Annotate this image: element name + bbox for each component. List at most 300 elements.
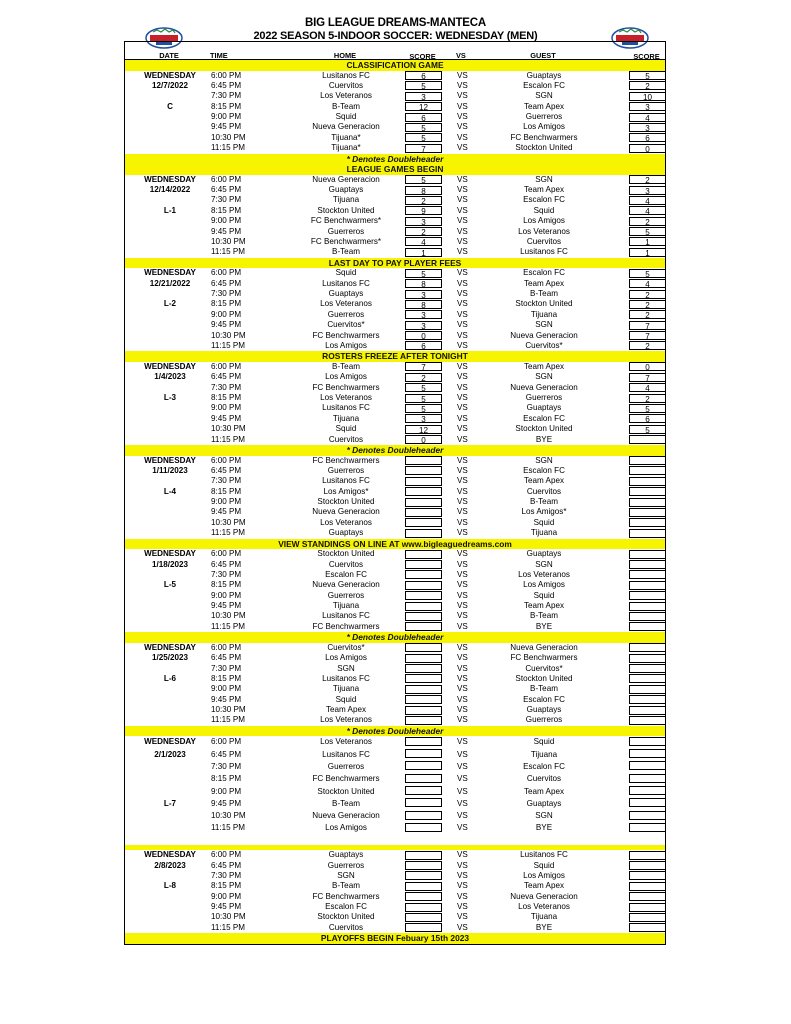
time-cell: 10:30 PM (211, 424, 246, 434)
guest-score-box (629, 706, 666, 715)
time-cell: 6:00 PM (211, 268, 242, 278)
game-row (125, 466, 665, 476)
time-cell: 6:45 PM (211, 860, 242, 870)
home-team-cell: Squid (335, 112, 357, 122)
guest-score-box: 3 (629, 186, 666, 195)
home-score-box: 5 (405, 383, 442, 392)
home-team-cell: Guerreros (327, 761, 365, 771)
guest-score-box (629, 798, 666, 807)
vs-cell: VS (457, 247, 468, 257)
vs-cell: VS (457, 642, 468, 652)
time-cell: 10:30 PM (211, 705, 246, 715)
guest-team-cell: Los Veteranos (518, 569, 570, 579)
vs-cell: VS (457, 590, 468, 600)
guest-team-cell: Los Amigos (523, 216, 565, 226)
home-score-box (405, 882, 442, 891)
game-row (125, 331, 665, 341)
banner-row: * Denotes Doubleheader (125, 726, 665, 737)
guest-score-box: 2 (629, 175, 666, 184)
col-header-home-score: SCORE (409, 51, 436, 61)
time-cell: 9:00 PM (211, 216, 242, 226)
time-cell: 7:30 PM (211, 569, 242, 579)
date-cell: WEDNESDAY (144, 455, 196, 465)
home-score-box (405, 923, 442, 932)
guest-team-cell: Los Veteranos (518, 226, 570, 236)
home-team-cell: FC Benchwarmers (312, 330, 380, 340)
game-row (125, 456, 665, 466)
home-score-box (405, 851, 442, 860)
vs-cell: VS (457, 278, 468, 288)
home-team-cell: Los Amigos (325, 340, 367, 350)
time-cell: 8:15 PM (211, 580, 242, 590)
game-row (125, 871, 665, 881)
home-score-box: 3 (405, 414, 442, 423)
vs-cell: VS (457, 320, 468, 330)
time-cell: 9:00 PM (211, 684, 242, 694)
guest-score-box (629, 674, 666, 683)
guest-team-cell: Stockton United (515, 299, 573, 309)
vs-cell: VS (457, 143, 468, 153)
guest-team-cell: Tijuana (530, 912, 558, 922)
time-cell: 11:15 PM (211, 621, 246, 631)
time-cell: 10:30 PM (211, 330, 246, 340)
game-row (125, 507, 665, 517)
time-cell: 8:15 PM (211, 205, 242, 215)
home-team-cell: Nueva Generacion (312, 811, 380, 821)
vs-cell: VS (457, 340, 468, 350)
guest-team-cell: Los Amigos (523, 870, 565, 880)
guest-score-box: 7 (629, 373, 666, 382)
game-row (125, 185, 665, 195)
home-team-cell: FC Benchwarmers (312, 621, 380, 631)
home-team-cell: Lusitanos FC (322, 611, 370, 621)
guest-score-box: 5 (629, 269, 666, 278)
game-row (125, 749, 665, 761)
home-team-cell: Tijuana (332, 195, 360, 205)
time-cell: 6:00 PM (211, 737, 242, 747)
guest-team-cell: FC Benchwarmers (510, 653, 578, 663)
time-cell: 11:15 PM (211, 823, 246, 833)
guest-score-box (629, 861, 666, 870)
home-team-cell: Guerreros (327, 465, 365, 475)
game-row (125, 892, 665, 902)
date-cell: L-4 (163, 486, 177, 496)
time-cell: 6:00 PM (211, 174, 242, 184)
time-cell: 9:00 PM (211, 497, 242, 507)
home-score-box: 2 (405, 196, 442, 205)
guest-score-box: 2 (629, 300, 666, 309)
time-cell: 6:00 PM (211, 549, 242, 559)
guest-score-box (629, 923, 666, 932)
vs-cell: VS (457, 361, 468, 371)
time-cell: 7:30 PM (211, 870, 242, 880)
guest-team-cell: Squid (533, 737, 555, 747)
time-cell: 8:15 PM (211, 673, 242, 683)
guest-team-cell: Team Apex (523, 101, 565, 111)
home-score-box: 12 (405, 102, 442, 111)
game-row (125, 310, 665, 320)
vs-cell: VS (457, 798, 468, 808)
home-team-cell: Cuervitos (328, 922, 364, 932)
guest-team-cell: Los Amigos (523, 122, 565, 132)
vs-cell: VS (457, 684, 468, 694)
home-team-cell: Guerreros (327, 860, 365, 870)
guest-team-cell: Los Veteranos (518, 902, 570, 912)
guest-score-box (629, 664, 666, 673)
guest-score-box: 7 (629, 331, 666, 340)
guest-score-box (629, 654, 666, 663)
guest-score-box: 4 (629, 196, 666, 205)
game-row (125, 383, 665, 393)
home-score-box (405, 892, 442, 901)
game-row (125, 133, 665, 143)
time-cell: 8:15 PM (211, 299, 242, 309)
home-score-box (405, 591, 442, 600)
guest-team-cell: Escalon FC (523, 80, 565, 90)
home-score-box (405, 749, 442, 758)
home-team-cell: Los Veteranos (320, 393, 372, 403)
home-score-box (405, 622, 442, 631)
guest-score-box: 5 (629, 404, 666, 413)
home-team-cell: Tijuana (332, 601, 360, 611)
home-score-box: 8 (405, 279, 442, 288)
game-row (125, 216, 665, 226)
guest-score-box (629, 871, 666, 880)
time-cell: 8:15 PM (211, 393, 242, 403)
home-score-box: 12 (405, 425, 442, 434)
guest-team-cell: Stockton United (515, 424, 573, 434)
guest-team-cell: Team Apex (523, 601, 565, 611)
home-team-cell: Squid (335, 694, 357, 704)
schedule-table (124, 59, 666, 945)
home-team-cell: FC Benchwarmers* (310, 236, 382, 246)
time-cell: 7:30 PM (211, 91, 242, 101)
guest-score-box: 2 (629, 341, 666, 350)
home-team-cell: Nueva Generacion (312, 174, 380, 184)
home-team-cell: Guaptays (328, 850, 364, 860)
home-score-box (405, 695, 442, 704)
time-cell: 6:00 PM (211, 361, 242, 371)
home-score-box: 5 (405, 133, 442, 142)
guest-score-box (629, 903, 666, 912)
vs-cell: VS (457, 774, 468, 784)
guest-team-cell: Guaptays (526, 798, 562, 808)
vs-cell: VS (457, 205, 468, 215)
date-cell: L-1 (163, 205, 177, 215)
guest-score-box: 2 (629, 290, 666, 299)
vs-cell: VS (457, 465, 468, 475)
time-cell: 8:15 PM (211, 101, 242, 111)
game-row (125, 715, 665, 725)
home-score-box: 1 (405, 248, 442, 257)
home-score-box (405, 570, 442, 579)
time-cell: 10:30 PM (211, 517, 246, 527)
guest-score-box (629, 786, 666, 795)
home-team-cell: Guerreros (327, 226, 365, 236)
vs-cell: VS (457, 424, 468, 434)
game-row (125, 435, 665, 445)
vs-cell: VS (457, 132, 468, 142)
home-team-cell: Lusitanos FC (322, 749, 370, 759)
guest-team-cell: Team Apex (523, 278, 565, 288)
game-row (125, 227, 665, 237)
guest-team-cell: B-Team (530, 497, 558, 507)
time-cell: 9:45 PM (211, 902, 242, 912)
guest-score-box: 4 (629, 113, 666, 122)
date-cell: 1/11/2023 (152, 465, 188, 475)
time-cell: 10:30 PM (211, 132, 246, 142)
date-cell: WEDNESDAY (144, 361, 196, 371)
vs-cell: VS (457, 122, 468, 132)
guest-team-cell: FC Benchwarmers (510, 132, 578, 142)
game-row (125, 695, 665, 705)
vs-cell: VS (457, 517, 468, 527)
time-cell: 7:30 PM (211, 761, 242, 771)
home-team-cell: Guaptays (328, 289, 364, 299)
home-score-box (405, 774, 442, 783)
home-score-box (405, 466, 442, 475)
home-team-cell: Guerreros (327, 590, 365, 600)
vs-cell: VS (457, 507, 468, 517)
home-team-cell: Los Veteranos (320, 91, 372, 101)
guest-team-cell: Team Apex (523, 786, 565, 796)
guest-score-box: 7 (629, 321, 666, 330)
home-score-box: 8 (405, 300, 442, 309)
home-team-cell: Los Amigos (325, 372, 367, 382)
guest-score-box: 10 (629, 92, 666, 101)
game-row (125, 674, 665, 684)
home-score-box: 3 (405, 310, 442, 319)
time-cell: 6:45 PM (211, 465, 242, 475)
home-team-cell: Nueva Generacion (312, 580, 380, 590)
vs-cell: VS (457, 309, 468, 319)
time-cell: 8:15 PM (211, 774, 242, 784)
guest-team-cell: Nueva Generacion (510, 642, 578, 652)
game-row (125, 195, 665, 205)
time-cell: 7:30 PM (211, 195, 242, 205)
time-cell: 6:45 PM (211, 80, 242, 90)
game-row (125, 497, 665, 507)
vs-cell: VS (457, 912, 468, 922)
time-cell: 6:00 PM (211, 642, 242, 652)
banner-row: * Denotes Doubleheader (125, 632, 665, 643)
time-cell: 9:00 PM (211, 112, 242, 122)
guest-team-cell: Guaptays (526, 70, 562, 80)
guest-team-cell: Guaptays (526, 403, 562, 413)
game-row (125, 237, 665, 247)
guest-team-cell: Guaptays (526, 549, 562, 559)
vs-cell: VS (457, 393, 468, 403)
guest-score-box: 5 (629, 71, 666, 80)
home-team-cell: Lusitanos FC (322, 673, 370, 683)
time-cell: 9:00 PM (211, 891, 242, 901)
guest-score-box (629, 570, 666, 579)
guest-team-cell: SGN (535, 559, 553, 569)
home-score-box (405, 664, 442, 673)
home-score-box (405, 581, 442, 590)
vs-cell: VS (457, 91, 468, 101)
home-team-cell: Tijuana (332, 684, 360, 694)
game-row (125, 611, 665, 621)
page-subtitle: 2022 SEASON 5-INDOOR SOCCER: WEDNESDAY (MEN) (253, 30, 538, 42)
game-row (125, 112, 665, 122)
time-cell: 6:00 PM (211, 70, 242, 80)
guest-team-cell: Lusitanos FC (520, 850, 568, 860)
guest-score-box: 4 (629, 206, 666, 215)
guest-team-cell: Escalon FC (523, 268, 565, 278)
time-cell: 9:45 PM (211, 320, 242, 330)
game-row (125, 320, 665, 330)
time-cell: 11:15 PM (211, 247, 246, 257)
time-cell: 6:00 PM (211, 455, 242, 465)
game-row (125, 372, 665, 382)
vs-cell: VS (457, 528, 468, 538)
guest-score-box (629, 643, 666, 652)
home-team-cell: Lusitanos FC (322, 403, 370, 413)
game-row (125, 247, 665, 257)
home-team-cell: Tijuana* (331, 132, 361, 142)
home-score-box (405, 811, 442, 820)
time-cell: 6:45 PM (211, 372, 242, 382)
vs-cell: VS (457, 922, 468, 932)
game-row (125, 362, 665, 372)
vs-cell: VS (457, 80, 468, 90)
home-score-box (405, 654, 442, 663)
date-cell: 1/25/2023 (151, 653, 188, 663)
home-team-cell: SGN (337, 663, 355, 673)
date-cell: L-2 (163, 299, 177, 309)
game-row (125, 143, 665, 153)
time-cell: 9:45 PM (211, 507, 242, 517)
home-score-box (405, 529, 442, 538)
date-cell: WEDNESDAY (144, 70, 196, 80)
date-cell: 1/18/2023 (151, 559, 188, 569)
game-row (125, 341, 665, 351)
vs-cell: VS (457, 611, 468, 621)
home-team-cell: Nueva Generacion (312, 122, 380, 132)
guest-score-box (629, 591, 666, 600)
guest-team-cell: SGN (535, 320, 553, 330)
home-team-cell: B-Team (332, 101, 360, 111)
home-team-cell: B-Team (332, 361, 360, 371)
vs-cell: VS (457, 70, 468, 80)
date-cell: 1/4/2023 (154, 372, 186, 382)
vs-cell: VS (457, 673, 468, 683)
game-row (125, 528, 665, 538)
time-cell: 11:15 PM (211, 143, 246, 153)
vs-cell: VS (457, 185, 468, 195)
guest-team-cell: SGN (535, 455, 553, 465)
guest-score-box (629, 716, 666, 725)
guest-team-cell: Squid (533, 860, 555, 870)
vs-cell: VS (457, 653, 468, 663)
time-cell: 8:15 PM (211, 486, 242, 496)
home-score-box: 5 (405, 175, 442, 184)
guest-score-box: 0 (629, 144, 666, 153)
col-header-guest-score: SCORE (633, 51, 660, 61)
guest-team-cell: Cuervitos (526, 774, 562, 784)
home-score-box: 8 (405, 186, 442, 195)
col-header-vs: VS (456, 51, 466, 60)
guest-score-box (629, 529, 666, 538)
home-score-box (405, 786, 442, 795)
guest-score-box: 2 (629, 394, 666, 403)
time-cell: 10:30 PM (211, 611, 246, 621)
guest-score-box (629, 477, 666, 486)
home-team-cell: B-Team (332, 881, 360, 891)
vs-cell: VS (457, 101, 468, 111)
home-team-cell: FC Benchwarmers (312, 891, 380, 901)
guest-team-cell: BYE (535, 922, 553, 932)
vs-cell: VS (457, 902, 468, 912)
guest-team-cell: Nueva Generacion (510, 891, 578, 901)
banner-row: * Denotes Doubleheader (125, 154, 665, 165)
guest-team-cell: Squid (533, 590, 555, 600)
guest-team-cell: B-Team (530, 289, 558, 299)
home-team-cell: Team Apex (325, 705, 367, 715)
home-team-cell: Lusitanos FC (322, 476, 370, 486)
vs-cell: VS (457, 881, 468, 891)
vs-cell: VS (457, 413, 468, 423)
guest-score-box (629, 851, 666, 860)
home-team-cell: Nueva Generacion (312, 507, 380, 517)
home-score-box: 3 (405, 217, 442, 226)
game-row (125, 761, 665, 773)
time-cell: 11:15 PM (211, 528, 246, 538)
vs-cell: VS (457, 569, 468, 579)
guest-team-cell: Team Apex (523, 185, 565, 195)
home-score-box (405, 823, 442, 832)
game-row (125, 580, 665, 590)
home-team-cell: FC Benchwarmers* (310, 216, 382, 226)
game-row (125, 705, 665, 715)
vs-cell: VS (457, 870, 468, 880)
home-score-box: 5 (405, 394, 442, 403)
game-row (125, 786, 665, 798)
guest-team-cell: Lusitanos FC (520, 247, 568, 257)
home-score-box: 5 (405, 404, 442, 413)
game-row (125, 206, 665, 216)
guest-team-cell: Nueva Generacion (510, 330, 578, 340)
time-cell: 9:00 PM (211, 786, 242, 796)
date-cell: WEDNESDAY (144, 642, 196, 652)
guest-score-box: 4 (629, 383, 666, 392)
guest-team-cell: Team Apex (523, 476, 565, 486)
home-score-box (405, 716, 442, 725)
home-score-box: 3 (405, 92, 442, 101)
guest-score-box: 1 (629, 237, 666, 246)
home-team-cell: Lusitanos FC (322, 70, 370, 80)
home-team-cell: Los Veteranos (320, 715, 372, 725)
guest-score-box (629, 882, 666, 891)
guest-score-box: 3 (629, 102, 666, 111)
game-row (125, 403, 665, 413)
date-cell: L-5 (163, 580, 177, 590)
game-row (125, 279, 665, 289)
guest-score-box (629, 774, 666, 783)
date-cell: L-7 (163, 798, 177, 808)
guest-team-cell: B-Team (530, 684, 558, 694)
game-row (125, 601, 665, 611)
time-cell: 7:30 PM (211, 382, 242, 392)
game-row (125, 861, 665, 871)
home-score-box (405, 456, 442, 465)
home-team-cell: Stockton United (317, 497, 375, 507)
home-team-cell: Los Veteranos (320, 517, 372, 527)
time-cell: 6:00 PM (211, 850, 242, 860)
vs-cell: VS (457, 737, 468, 747)
vs-cell: VS (457, 715, 468, 725)
